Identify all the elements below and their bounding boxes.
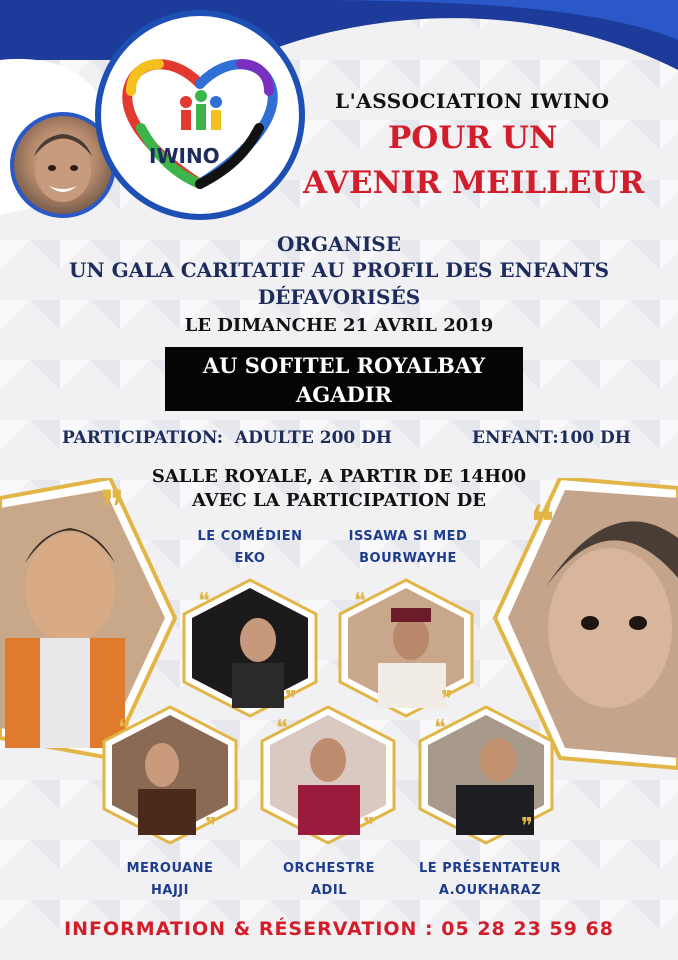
performer-4-photo bbox=[258, 705, 398, 845]
venue-line2: AGADIR bbox=[295, 382, 392, 407]
logo-text: IWINO bbox=[149, 144, 220, 168]
event-line1: ORGANISE bbox=[277, 232, 401, 256]
svg-text:❝: ❝ bbox=[118, 716, 130, 741]
svg-text:❝: ❝ bbox=[354, 589, 366, 614]
participation-child: ENFANT:100 DH bbox=[472, 428, 631, 448]
svg-text:❝: ❝ bbox=[276, 716, 288, 741]
venue-line1: AU SOFITEL ROYALBAY bbox=[202, 353, 486, 378]
svg-text:❝: ❝ bbox=[530, 495, 555, 549]
performer-2-photo bbox=[336, 578, 476, 718]
svg-text:❞: ❞ bbox=[363, 814, 375, 839]
svg-text:❝: ❝ bbox=[434, 716, 446, 741]
performer-2-label: ISSAWA SI MED BOURWAYHE bbox=[348, 529, 468, 566]
with-participation: AVEC LA PARTICIPATION DE bbox=[192, 490, 486, 511]
svg-text:❞: ❞ bbox=[285, 687, 297, 712]
slogan-line2: AVENIR MEILLEUR bbox=[303, 165, 645, 201]
iwino-logo bbox=[95, 10, 305, 220]
participation-adult: PARTICIPATION: ADULTE 200 DH bbox=[62, 428, 392, 448]
event-date: LE DIMANCHE 21 AVRIL 2019 bbox=[184, 315, 494, 336]
performer-5-label: LE PRÉSENTATEUR A.OUKHARAZ bbox=[419, 861, 561, 898]
svg-text:❝: ❝ bbox=[198, 589, 210, 614]
performer-3-label: MEROUANE HAJJI bbox=[126, 861, 214, 898]
performer-4-label: ORCHESTRE ADIL bbox=[283, 861, 375, 898]
association-name: L'ASSOCIATION IWINO bbox=[335, 89, 610, 113]
svg-text:❞: ❞ bbox=[441, 687, 453, 712]
performer-5-photo bbox=[416, 705, 556, 845]
svg-text:❞: ❞ bbox=[100, 480, 125, 534]
venue-box bbox=[165, 347, 523, 411]
slogan-line1: POUR UN bbox=[388, 120, 558, 156]
event-line3: DÉFAVORISÉS bbox=[257, 285, 421, 309]
performer-1-photo bbox=[180, 578, 320, 718]
svg-text:❞: ❞ bbox=[205, 814, 217, 839]
event-line2: UN GALA CARITATIF AU PROFIL DES ENFANTS bbox=[68, 258, 610, 282]
info-reservation: INFORMATION & RÉSERVATION : 05 28 23 59 68 bbox=[64, 918, 614, 940]
performer-1-label: LE COMÉDIEN EKO bbox=[197, 529, 303, 566]
room-time: SALLE ROYALE, A PARTIR DE 14H00 bbox=[151, 466, 527, 487]
heart-hands-icon bbox=[101, 16, 299, 214]
performer-3-photo bbox=[100, 705, 240, 845]
svg-text:❞: ❞ bbox=[521, 814, 533, 839]
